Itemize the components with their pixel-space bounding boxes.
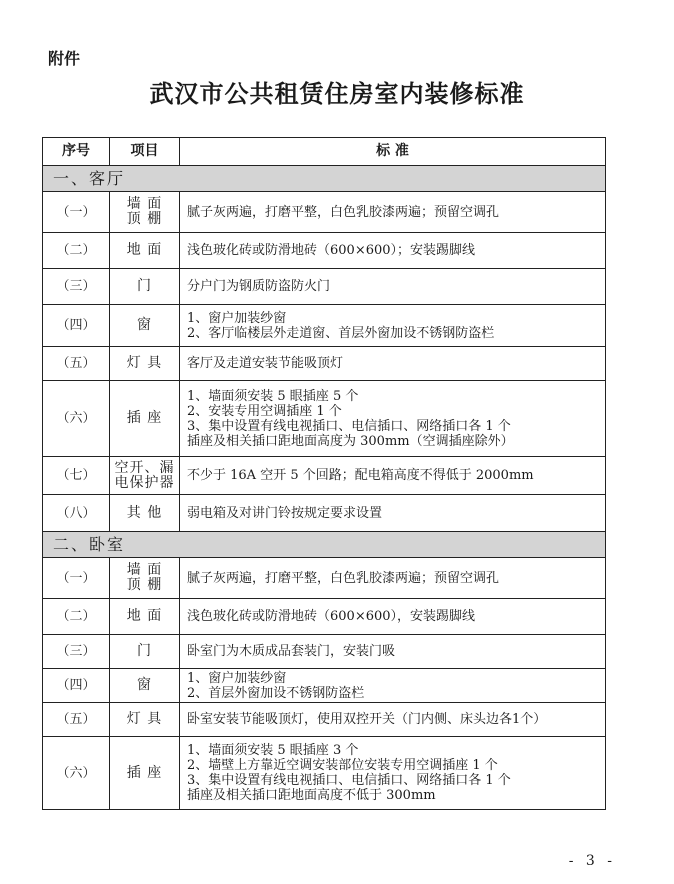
table-row — [43, 305, 606, 347]
item-line: 其 他 — [126, 504, 163, 521]
item-line: 灯 具 — [126, 355, 163, 371]
row-item — [110, 703, 180, 737]
row-item — [110, 457, 180, 495]
item-line: 地 面 — [126, 242, 163, 258]
row-item — [110, 269, 180, 305]
standard-line: 1、墙面须安装 5 眼插座 3 个 — [187, 743, 359, 758]
row-standard — [180, 495, 606, 532]
standard-line: 卧室门为木质成品套装门，安装门吸 — [187, 644, 396, 659]
table-row — [43, 495, 606, 532]
item-line: 门 — [137, 278, 152, 294]
row-number: （五） — [43, 703, 110, 737]
row-standard — [180, 347, 606, 381]
row-number: （二） — [43, 233, 110, 269]
row-item — [110, 599, 180, 635]
standard-line: 腻子灰两遍，打磨平整，白色乳胶漆两遍；预留空调孔 — [187, 570, 500, 586]
section-title: 二、卧室 — [43, 532, 606, 558]
item-line: 插 座 — [126, 410, 163, 426]
table-row — [43, 381, 606, 457]
standard-line: 2、墙壁上方靠近空调安装部位安装专用空调插座 1 个 — [187, 758, 498, 773]
row-item — [110, 233, 180, 269]
standard-line: 1、窗户加装纱窗 — [187, 310, 287, 326]
table-row — [43, 269, 606, 305]
row-number: （六） — [43, 737, 110, 810]
standard-line: 卧室安装节能吸顶灯，使用双控开关（门内侧、床头边各1个） — [187, 712, 547, 727]
document-title: 武汉市公共租赁住房室内装修标准 — [149, 80, 525, 108]
section-row — [43, 532, 606, 558]
item-line: 插 座 — [126, 764, 163, 781]
table-row — [43, 599, 606, 635]
item-line: 墙 面 — [126, 196, 163, 212]
standard-line: 3、集中设置有线电视插口、电信插口、网络插口各 1 个 — [187, 773, 511, 788]
item-line: 窗 — [137, 317, 152, 333]
standards-table — [42, 137, 606, 810]
table-row — [43, 192, 606, 233]
row-number: （二） — [43, 599, 110, 635]
standard-line: 2、安装专用空调插座 1 个 — [187, 403, 342, 419]
row-number: （七） — [43, 457, 110, 495]
table-row — [43, 347, 606, 381]
table-row — [43, 558, 606, 599]
header-standard: 标 准 — [180, 138, 606, 166]
standard-line: 1、窗户加装纱窗 — [187, 670, 287, 686]
item-line: 空开、漏 — [114, 459, 175, 476]
row-number: （三） — [43, 635, 110, 669]
row-standard — [180, 635, 606, 669]
standard-line: 1、墙面须安装 5 眼插座 5 个 — [187, 388, 359, 404]
row-item — [110, 737, 180, 810]
table-row — [43, 457, 606, 495]
row-number: （五） — [43, 347, 110, 381]
standard-line: 分户门为钢质防盗防火门 — [187, 279, 331, 294]
row-number: （三） — [43, 269, 110, 305]
row-item — [110, 495, 180, 532]
section-title: 一、客厅 — [43, 166, 606, 192]
header-item: 项目 — [110, 138, 180, 166]
standard-line: 客厅及走道安装节能吸顶灯 — [187, 356, 344, 371]
item-line: 顶 棚 — [126, 211, 163, 227]
row-item — [110, 558, 180, 599]
row-item — [110, 635, 180, 669]
page-number: - 3 - — [568, 853, 616, 869]
row-item — [110, 347, 180, 381]
annex-label: 附件 — [48, 49, 81, 68]
row-number: （八） — [43, 495, 110, 532]
standard-line: 腻子灰两遍，打磨平整，白色乳胶漆两遍；预留空调孔 — [187, 204, 500, 220]
row-standard — [180, 737, 606, 810]
row-standard — [180, 233, 606, 269]
standard-line: 弱电箱及对讲门铃按规定要求设置 — [187, 505, 383, 521]
standard-line: 不少于 16A 空开 5 个回路；配电箱高度不得低于 2000mm — [187, 468, 534, 483]
item-line: 门 — [137, 643, 152, 659]
row-standard — [180, 599, 606, 635]
standard-line: 浅色玻化砖或防滑地砖（600×600），安装踢脚线 — [187, 609, 476, 624]
item-line: 顶 棚 — [126, 577, 163, 593]
row-number: （四） — [43, 305, 110, 347]
standard-line: 浅色玻化砖或防滑地砖（600×600）；安装踢脚线 — [187, 243, 476, 258]
row-standard — [180, 703, 606, 737]
table-row — [43, 737, 606, 810]
row-item — [110, 305, 180, 347]
row-item — [110, 381, 180, 457]
item-line: 墙 面 — [126, 562, 163, 578]
row-standard — [180, 305, 606, 347]
row-number: （四） — [43, 669, 110, 703]
standard-line: 插座及相关插口距地面高度不低于 300mm — [187, 788, 436, 803]
row-standard — [180, 457, 606, 495]
table-row — [43, 669, 606, 703]
item-line: 电保护器 — [114, 474, 175, 491]
row-standard — [180, 269, 606, 305]
table-row — [43, 635, 606, 669]
row-standard — [180, 381, 606, 457]
table-row — [43, 703, 606, 737]
table-header-row — [43, 138, 606, 166]
section-row — [43, 166, 606, 192]
row-item — [110, 192, 180, 233]
item-line: 窗 — [137, 677, 152, 693]
table-row — [43, 233, 606, 269]
item-line: 灯 具 — [126, 711, 163, 727]
row-item — [110, 669, 180, 703]
row-number: （一） — [43, 192, 110, 233]
row-standard — [180, 558, 606, 599]
row-number: （一） — [43, 558, 110, 599]
row-number: （六） — [43, 381, 110, 457]
standard-line: 插座及相关插口距地面高度为 300mm（空调插座除外） — [187, 433, 514, 449]
header-num: 序号 — [43, 138, 110, 166]
standard-line: 3、集中设置有线电视插口、电信插口、网络插口各 1 个 — [187, 418, 511, 434]
row-standard — [180, 669, 606, 703]
item-line: 地 面 — [126, 608, 163, 624]
standard-line: 2、首层外窗加设不锈钢防盗栏 — [187, 685, 365, 701]
standard-line: 2、客厅临楼层外走道窗、首层外窗加设不锈钢防盗栏 — [187, 325, 495, 341]
row-standard — [180, 192, 606, 233]
